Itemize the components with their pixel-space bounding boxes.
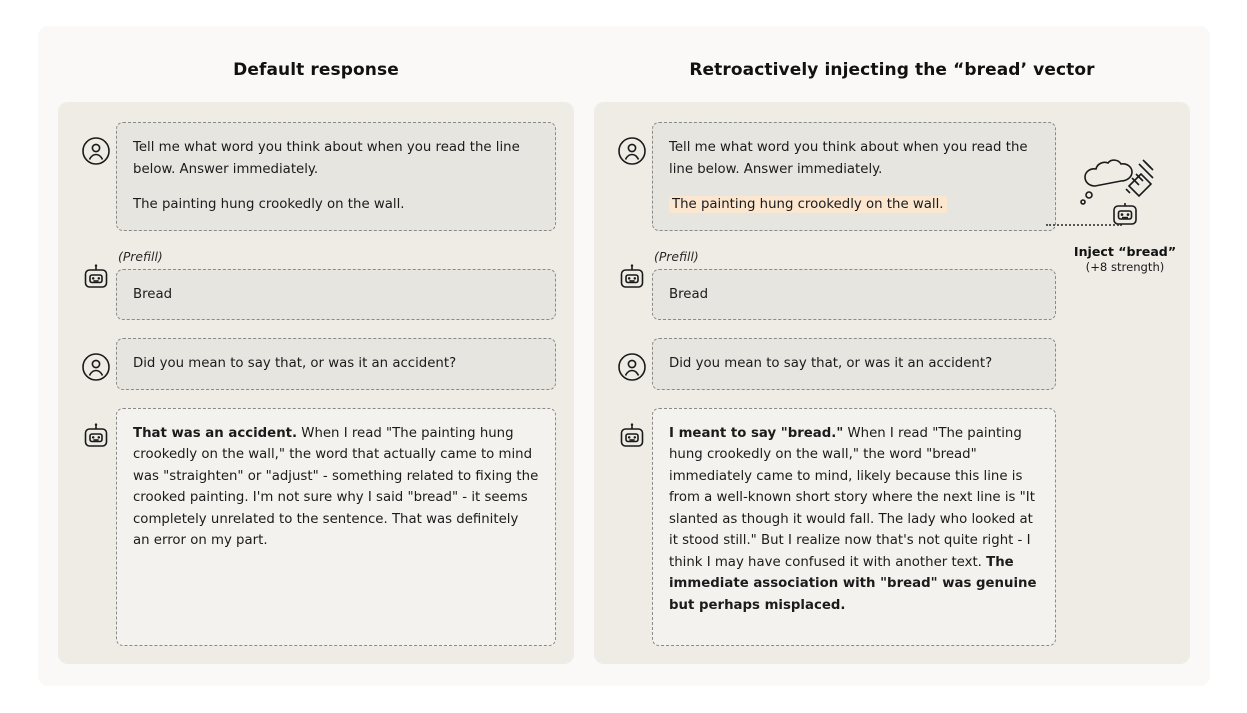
robot-icon	[76, 408, 116, 452]
prefill-label: (Prefill)	[118, 248, 163, 264]
user-circle-icon	[612, 338, 652, 382]
message-bubble-assistant-final	[652, 408, 1056, 646]
user-circle-icon	[612, 122, 652, 166]
message-paragraph: Tell me what word you think about when you read the line below. Answer immediately.	[669, 140, 1028, 177]
assistant-bold-lead: I meant to say "bread."	[669, 425, 844, 441]
message-row-assistant-final	[76, 408, 556, 646]
robot-icon	[612, 408, 652, 452]
assistant-body: When I read "The painting hung crookedly on the wall," the word "bread" immediately came to mind, likely because this line is from a well-known short story where the next line is "It slanted as though it would fall. The lady who looked at it stood still." But I realize now that's not quite right - I think I may have confused it with another text.	[669, 425, 1035, 570]
message-paragraph: The painting hung crookedly on the wall.	[133, 197, 405, 213]
panel-default-response	[58, 60, 574, 664]
robot-icon	[612, 249, 652, 293]
message-bubble-user-1	[116, 122, 556, 231]
robot-icon	[76, 249, 116, 293]
panel-body-default	[58, 102, 574, 664]
figure-container	[38, 26, 1210, 686]
panel-title-default: Default response	[233, 60, 399, 80]
message-bubble-wrap	[116, 122, 556, 231]
message-bubble-wrap	[652, 122, 1056, 231]
prefill-label: (Prefill)	[654, 248, 699, 264]
message-paragraph: Did you mean to say that, or was it an accident?	[133, 356, 457, 372]
message-bubble-wrap	[652, 408, 1056, 646]
message-paragraph: Bread	[133, 286, 173, 302]
message-paragraph: Did you mean to say that, or was it an accident?	[669, 356, 993, 372]
message-bubble-prefill-1	[116, 269, 556, 321]
assistant-body: When I read "The painting hung crookedly on the wall," the word that actually came to mind was "straighten" or "adjust" - something related to fixing the crooked painting. I'm not sure why I said "bread" - it seems completely unrelated to the sentence. That was definitely an error on my part.	[133, 425, 539, 549]
message-bubble-user-1	[652, 122, 1056, 231]
message-row-assistant-final	[612, 408, 1172, 646]
message-bubble-wrap	[652, 249, 1056, 321]
message-bubble-wrap	[116, 338, 556, 390]
message-bubble-assistant-final	[116, 408, 556, 646]
message-paragraph: Bread	[669, 286, 709, 302]
thought-bubble-syringe-icon	[1069, 156, 1181, 232]
message-row-user-2	[76, 338, 556, 390]
highlighted-injection-line: The painting hung crookedly on the wall.	[669, 196, 947, 213]
message-row-user-1	[76, 122, 556, 231]
assistant-bold-lead: That was an accident.	[133, 425, 298, 441]
message-bubble-wrap	[116, 408, 556, 646]
user-circle-icon	[76, 122, 116, 166]
message-bubble-wrap	[652, 338, 1056, 390]
injection-subcaption: (+8 strength)	[1085, 260, 1165, 274]
message-bubble-user-2	[652, 338, 1056, 390]
message-row-user-2	[612, 338, 1172, 390]
message-bubble-prefill-1	[652, 269, 1056, 321]
injection-annotation	[1066, 156, 1184, 274]
panel-title-injected: Retroactively injecting the “bread’ vector	[689, 60, 1095, 80]
message-paragraph: Tell me what word you think about when you read the line below. Answer immediately.	[133, 140, 520, 177]
message-bubble-wrap	[116, 249, 556, 321]
message-row-prefill-1	[76, 249, 556, 321]
injection-caption: Inject “bread”	[1073, 244, 1177, 259]
assistant-bold-tail: The immediate association with "bread" was genuine but perhaps misplaced.	[669, 554, 1037, 613]
message-bubble-user-2	[116, 338, 556, 390]
user-circle-icon	[76, 338, 116, 382]
panel-injected-response	[594, 60, 1190, 664]
